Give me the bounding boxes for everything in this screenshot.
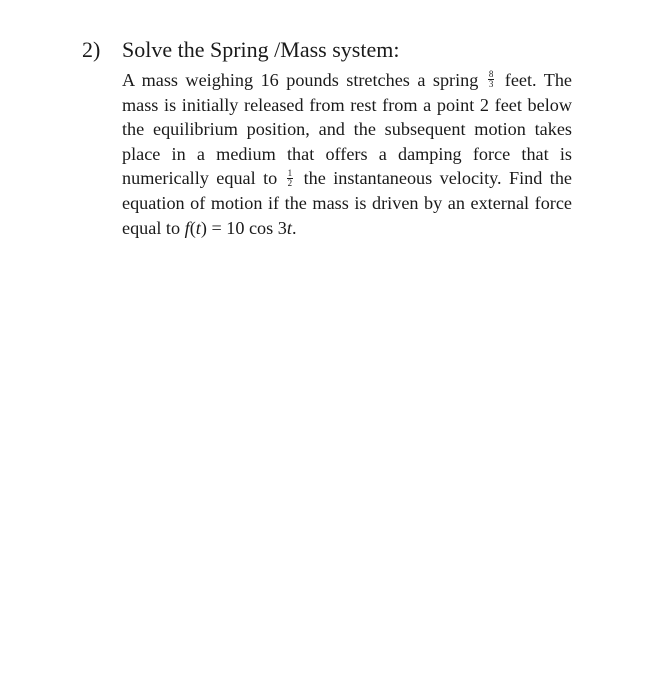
fraction-numerator: 1 (287, 167, 293, 178)
statement-part-3: the instantaneous velocity. Find the equation of motion if the mass is driven by an external force equal to (122, 168, 572, 238)
problem-heading (82, 36, 582, 64)
force-paren-close: ) (200, 217, 207, 238)
fraction-denominator: 2 (287, 177, 293, 188)
force-variable: t (195, 217, 201, 238)
fraction-eight-thirds (488, 70, 495, 89)
force-equation-variable: t (286, 217, 292, 238)
problem-title: Solve the Spring /Mass system: (122, 37, 400, 62)
problem-statement (122, 68, 572, 240)
problem-number: 2) (82, 37, 101, 62)
statement-part-1: A mass weighing 16 pounds stretches a spring (122, 70, 486, 90)
problem-2 (82, 36, 582, 240)
fraction-numerator: 8 (488, 69, 494, 80)
force-function-name: f (184, 217, 190, 238)
force-equation: = 10 cos 3 (206, 217, 287, 238)
force-paren-open: ( (189, 217, 196, 238)
statement-part-2: feet. The mass is initially released from rest from a point 2 feet below the equilibrium position, and the subsequent motion takes place in a medium that offers a damping force that is numerically equal to (122, 70, 572, 189)
fraction-one-half (287, 169, 294, 188)
statement-end: . (291, 217, 297, 238)
fraction-denominator: 3 (488, 79, 494, 90)
